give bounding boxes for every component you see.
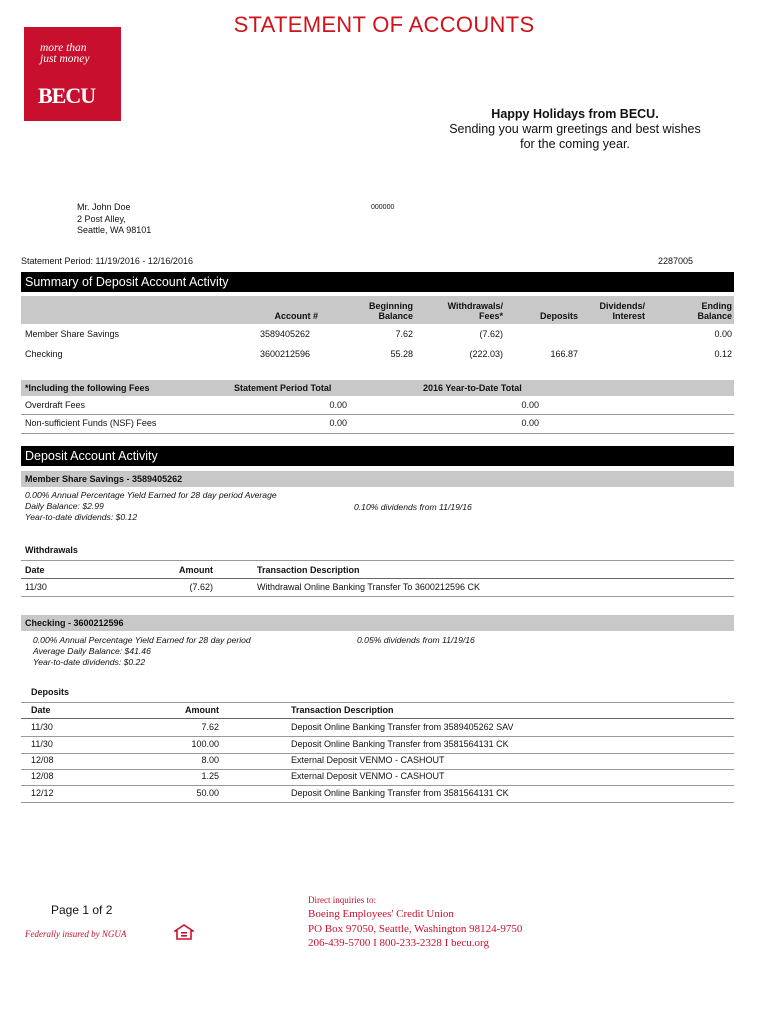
txn-date: 12/08 (31, 771, 54, 781)
table-row (21, 788, 734, 801)
holiday-greeting (430, 107, 720, 152)
summary-section-header (21, 272, 734, 292)
summary-deposits: 166.87 (550, 349, 578, 359)
checking-account-header (21, 615, 734, 631)
divider (21, 596, 734, 597)
savings-dividends: 0.10% dividends from 11/19/16 (354, 502, 472, 512)
summary-beginning: 55.28 (390, 349, 413, 359)
savings-account-header (21, 471, 734, 487)
col-ending-2: Balance (697, 311, 732, 321)
deposits-label: Deposits (31, 687, 70, 697)
col-deposits: Deposits (539, 311, 578, 321)
table-row (21, 582, 734, 595)
contact-org: Boeing Employees' Credit Union (308, 908, 454, 920)
txn-amount: (7.62) (189, 582, 213, 592)
contact-phone: 206-439-5700 I 800-233-2328 I becu.org (308, 937, 489, 949)
txn-date: 11/30 (31, 739, 53, 749)
savings-apy: 0.00% Annual Percentage Yield Earned for 28 day period Average (25, 490, 277, 500)
fees-col-label: *Including the following Fees (25, 383, 150, 393)
summary-withdrawals: (7.62) (479, 329, 503, 339)
col-withdrawals-2: Fees* (478, 311, 503, 321)
txn-date: 12/08 (31, 755, 54, 765)
divider (21, 702, 734, 703)
summary-account-name: Checking (25, 349, 63, 359)
col-date: Date (25, 565, 45, 575)
divider (21, 736, 734, 737)
mailing-code: 000000 (371, 204, 395, 211)
txn-date: 11/30 (31, 722, 53, 732)
txn-amount: 100.00 (191, 739, 219, 749)
col-beginning-2: Balance (378, 311, 413, 321)
summary-table-header (21, 296, 734, 324)
col-withdrawals-1: Withdrawals/ (447, 301, 503, 311)
summary-account-number: 3600212596 (260, 349, 311, 359)
summary-beginning: 7.62 (395, 329, 413, 339)
fees-row-nsf (21, 418, 734, 432)
col-amount: Amount (179, 565, 213, 575)
logo-brand: BECU (38, 83, 96, 108)
contact-block (308, 907, 522, 951)
withdrawals-label: Withdrawals (25, 545, 78, 555)
checking-daily-balance: Average Daily Balance: $41.46 (33, 646, 151, 656)
col-amount: Amount (185, 705, 219, 715)
address-street: 2 Post Alley, (77, 213, 126, 224)
fees-row-overdraft (21, 400, 734, 414)
checking-dividends: 0.05% dividends from 11/19/16 (357, 635, 475, 645)
txn-description: Deposit Online Banking Transfer from 3581564131 CK (291, 788, 509, 798)
address-city: Seattle, WA 98101 (77, 225, 152, 235)
divider (21, 578, 734, 579)
divider (21, 802, 734, 803)
fee-name: Non-sufficient Funds (NSF) Fees (25, 418, 157, 428)
divider (21, 560, 734, 561)
summary-row-savings (21, 329, 734, 343)
savings-ytd: Year-to-date dividends: $0.12 (25, 512, 138, 522)
col-dividends-2: Interest (612, 311, 645, 321)
greeting-line-1: Sending you warm greetings and best wishes (449, 122, 701, 136)
txn-amount: 7.62 (201, 722, 219, 732)
txn-date: 12/12 (31, 788, 54, 798)
fees-col-ytd: 2016 Year-to-Date Total (423, 383, 522, 393)
txn-description: Withdrawal Online Banking Transfer To 3600212596 CK (257, 582, 480, 592)
divider (21, 414, 734, 415)
insured-notice: Federally insured by NGUA (25, 929, 127, 939)
savings-details (25, 490, 277, 523)
summary-account-number: 3589405262 (260, 329, 311, 339)
fees-table-header (21, 380, 734, 396)
col-description: Transaction Description (257, 565, 360, 575)
table-row (21, 739, 734, 752)
txn-amount: 1.25 (201, 771, 219, 781)
summary-account-name: Member Share Savings (25, 329, 120, 339)
savings-daily-balance: Daily Balance: $2.99 (25, 501, 104, 511)
txn-description: Deposit Online Banking Transfer from 3581564131 CK (291, 739, 509, 749)
table-row (21, 755, 734, 768)
fee-ytd: 0.00 (521, 418, 539, 428)
txn-amount: 8.00 (201, 755, 219, 765)
fees-col-period: Statement Period Total (234, 383, 332, 393)
txn-date: 11/30 (25, 582, 47, 592)
savings-header-label: Member Share Savings - 3589405262 (25, 474, 183, 484)
checking-apy: 0.00% Annual Percentage Yield Earned for 28 day period (33, 635, 251, 645)
divider (21, 753, 734, 754)
inquiries-label: Direct inquiries to: (308, 895, 376, 905)
greeting-heading: Happy Holidays from BECU. (491, 107, 659, 121)
statement-period: Statement Period: 11/19/2016 - 12/16/2016 (21, 256, 193, 266)
col-beginning-1: Beginning (369, 301, 413, 311)
summary-ending: 0.00 (714, 329, 732, 339)
summary-ending: 0.12 (714, 349, 732, 359)
divider (21, 718, 734, 719)
summary-title: Summary of Deposit Account Activity (25, 275, 229, 289)
statement-id: 2287005 (658, 256, 694, 266)
col-account: Account # (274, 311, 318, 321)
divider (21, 769, 734, 770)
fee-name: Overdraft Fees (25, 400, 86, 410)
divider (21, 785, 734, 786)
divider (21, 433, 734, 434)
fee-ytd: 0.00 (521, 400, 539, 410)
fee-period: 0.00 (329, 418, 347, 428)
summary-row-checking (21, 349, 734, 363)
mailing-address (77, 202, 151, 237)
checking-details (33, 635, 251, 668)
col-date: Date (31, 705, 51, 715)
checking-ytd: Year-to-date dividends: $0.22 (33, 657, 146, 667)
deposits-table-header (21, 705, 734, 718)
txn-description: External Deposit VENMO - CASHOUT (291, 771, 445, 781)
equal-housing-icon (174, 924, 194, 942)
activity-title: Deposit Account Activity (25, 449, 158, 463)
becu-logo (24, 27, 121, 121)
col-dividends-1: Dividends/ (599, 301, 645, 311)
txn-amount: 50.00 (196, 788, 219, 798)
withdrawals-table-header (21, 565, 734, 578)
contact-po: PO Box 97050, Seattle, Washington 98124-9750 (308, 922, 523, 935)
col-ending-1: Ending (701, 301, 732, 311)
logo-tagline: more than just money (40, 42, 90, 65)
txn-description: Deposit Online Banking Transfer from 3589405262 SAV (291, 722, 514, 732)
summary-withdrawals: (222.03) (469, 349, 503, 359)
page-number: Page 1 of 2 (51, 903, 113, 917)
activity-section-header (21, 446, 734, 466)
greeting-line-2: for the coming year. (520, 137, 630, 151)
table-row (21, 771, 734, 784)
fee-period: 0.00 (329, 400, 347, 410)
page-title: STATEMENT OF ACCOUNTS (233, 12, 535, 37)
table-row (21, 722, 734, 735)
checking-header-label: Checking - 3600212596 (25, 618, 124, 628)
col-description: Transaction Description (291, 705, 394, 715)
txn-description: External Deposit VENMO - CASHOUT (291, 755, 445, 765)
address-name: Mr. John Doe (77, 202, 131, 212)
